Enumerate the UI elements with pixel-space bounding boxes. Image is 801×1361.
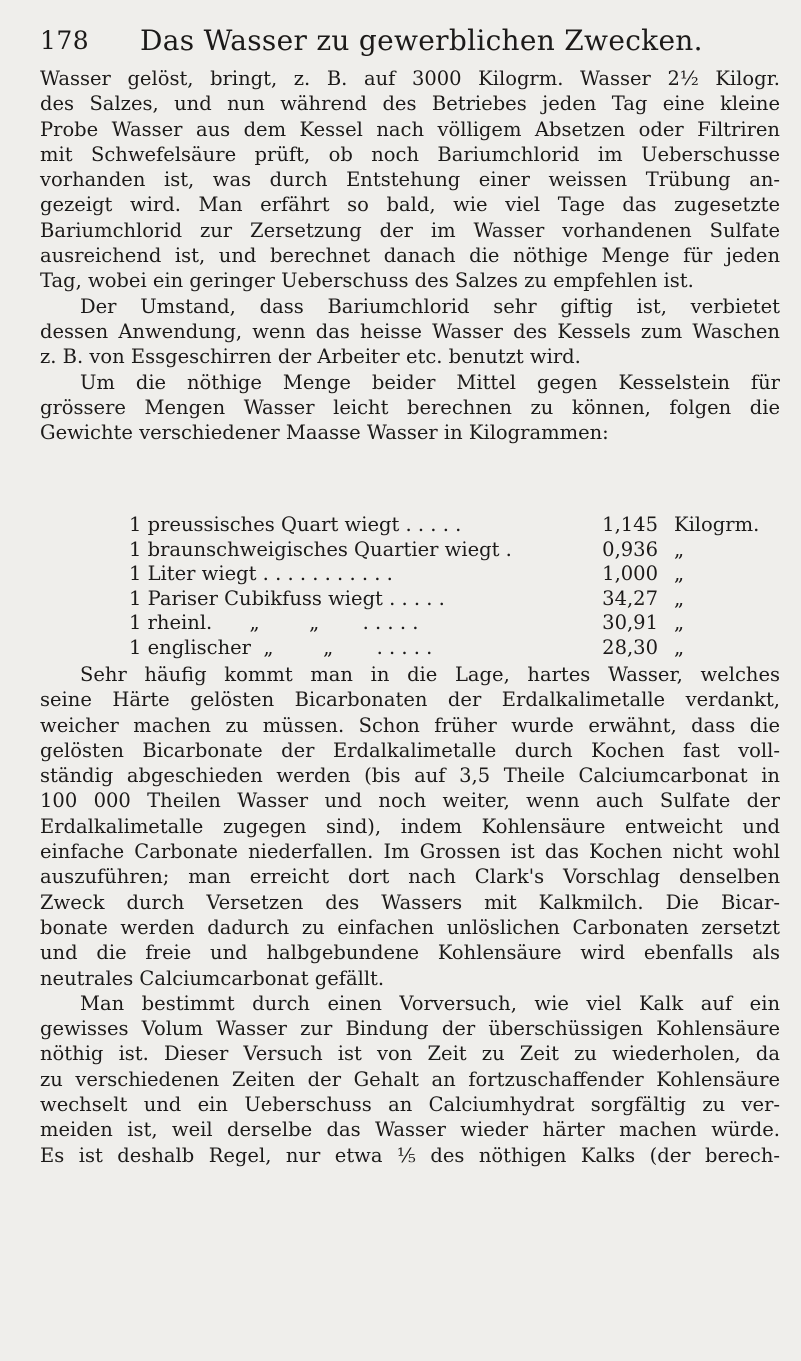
table-row	[129, 562, 759, 587]
measure-unit: „	[674, 635, 685, 659]
text-line: meiden ist, weil derselbe das Wasser wieder härter machen würde.	[40, 1118, 780, 1142]
text-line: Tag, wobei ein geringer Ueberschuss des Salzes zu empfehlen ist.	[40, 269, 694, 293]
measure-value: 28,30	[602, 635, 658, 659]
measure-value: 30,91	[602, 611, 658, 635]
text-line: ausreichend ist, und berechnet danach die nöthige Menge für jeden	[40, 244, 780, 268]
measure-value: 1,000	[602, 562, 658, 586]
text-line: und die freie und halbgebundene Kohlensäure wird ebenfalls als	[40, 941, 780, 965]
measure-label: 1 Pariser Cubikfuss wiegt . . . . .	[129, 586, 445, 610]
measure-unit: „	[674, 537, 685, 561]
text-line: Sehr häufig kommt man in die Lage, hartes Wasser, welches	[80, 663, 780, 686]
text-line: Erdalkalimetalle zugegen sind), indem Kohlensäure entweicht und	[40, 814, 780, 838]
measure-label: 1 Liter wiegt . . . . . . . . . . .	[129, 562, 393, 586]
text-line: weicher machen zu müssen. Schon früher wurde erwähnt, dass die	[40, 713, 780, 737]
text-line: Probe Wasser aus dem Kessel nach völligem Absetzen oder Filtriren	[40, 117, 780, 141]
measure-value: 34,27	[602, 586, 658, 610]
text-line: 100 000 Theilen Wasser und noch weiter, wenn auch Sulfate der	[40, 789, 780, 813]
text-line: einfache Carbonate niederfallen. Im Grossen ist das Kochen nicht wohl	[40, 840, 780, 864]
text-line: Der Umstand, dass Bariumchlorid sehr giftig ist, verbietet	[80, 294, 780, 318]
measure-value: 0,936	[602, 537, 658, 561]
table-row	[129, 611, 759, 636]
text-line: ständig abgeschieden werden (bis auf 3,5 Theile Calciumcarbonat in	[40, 764, 780, 788]
measure-unit: Kilogrm.	[674, 513, 760, 536]
text-line: auszuführen; man erreicht dort nach Clark's Vorschlag denselben	[40, 865, 780, 889]
text-line: nöthig ist. Dieser Versuch ist von Zeit zu Zeit zu wiederholen, da	[40, 1042, 780, 1066]
text-line: vorhanden ist, was durch Entstehung einer weissen Trübung an-	[40, 168, 780, 192]
weights-table	[129, 513, 759, 661]
text-line: gelösten Bicarbonate der Erdalkalimetalle durch Kochen fast voll-	[40, 738, 780, 762]
text-line: gezeigt wird. Man erfährt so bald, wie viel Tage das zugesetzte	[40, 193, 780, 217]
table-row	[129, 513, 759, 538]
table-row	[129, 636, 759, 661]
measure-label: 1 englischer „ „ . . . . .	[129, 635, 433, 659]
table-row	[129, 538, 759, 563]
measure-value: 1,145	[602, 513, 658, 536]
table-row	[129, 587, 759, 612]
page-header	[40, 20, 780, 64]
text-line: dessen Anwendung, wenn das heisse Wasser des Kessels zum Waschen	[40, 319, 780, 343]
running-title: Das Wasser zu gewerblichen Zwecken.	[140, 24, 703, 57]
measure-unit: „	[674, 611, 685, 635]
measure-unit: „	[674, 586, 685, 610]
text-line: neutrales Calciumcarbonat gefällt.	[40, 966, 385, 990]
measure-label: 1 preussisches Quart wiegt . . . . .	[129, 513, 462, 536]
text-line: gewisses Volum Wasser zur Bindung der überschüssigen Kohlensäure	[40, 1017, 780, 1041]
text-line: Wasser gelöst, bringt, z. B. auf 3000 Kilogrm. Wasser 2½ Kilogr.	[40, 67, 780, 90]
text-line: mit Schwefelsäure prüft, ob noch Bariumchlorid im Ueberschusse	[40, 142, 780, 166]
text-line: Gewichte verschiedener Maasse Wasser in Kilogrammen:	[40, 421, 609, 445]
text-line: seine Härte gelösten Bicarbonaten der Erdalkalimetalle verdankt,	[40, 688, 780, 712]
measure-label: 1 braunschweigisches Quartier wiegt .	[129, 537, 512, 561]
text-line: Bariumchlorid zur Zersetzung der im Wasser vorhandenen Sulfate	[40, 218, 780, 242]
text-line: Es ist deshalb Regel, nur etwa ⅕ des nöthigen Kalks (der berech-	[40, 1143, 780, 1167]
text-line: z. B. von Essgeschirren der Arbeiter etc. benutzt wird.	[40, 345, 581, 369]
text-line: wechselt und ein Ueberschuss an Calciumhydrat sorgfältig zu ver-	[40, 1093, 780, 1117]
text-line: Zweck durch Versetzen des Wassers mit Kalkmilch. Die Bicar-	[40, 890, 780, 914]
measure-label: 1 rheinl. „ „ . . . . .	[129, 611, 419, 635]
text-line: bonate werden dadurch zu einfachen unlöslichen Carbonaten zersetzt	[40, 915, 780, 939]
text-block-top	[40, 66, 780, 445]
text-line: Um die nöthige Menge beider Mittel gegen Kesselstein für	[80, 370, 780, 394]
text-line: Man bestimmt durch einen Vorversuch, wie viel Kalk auf ein	[80, 991, 780, 1015]
text-block-bottom	[40, 662, 780, 1168]
text-line: des Salzes, und nun während des Betriebes jeden Tag eine kleine	[40, 92, 780, 116]
page-number: 178	[40, 26, 90, 55]
text-line: grössere Mengen Wasser leicht berechnen zu können, folgen die	[40, 395, 780, 419]
measure-unit: „	[674, 562, 685, 586]
text-line: zu verschiedenen Zeiten der Gehalt an fortzuschaffender Kohlensäure	[40, 1067, 780, 1091]
